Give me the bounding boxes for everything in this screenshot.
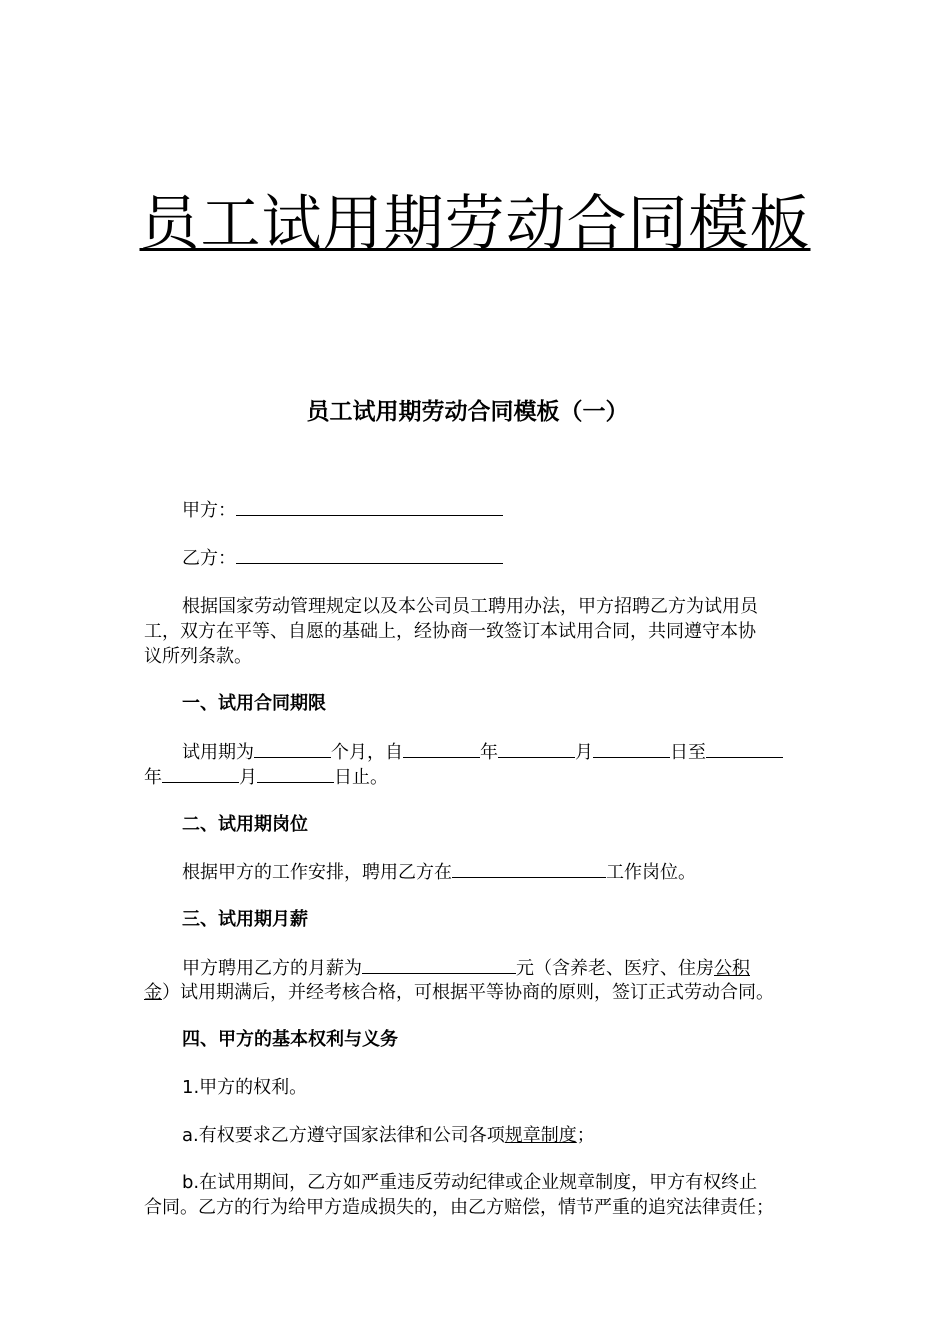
section-4-item-b-line-1: b.在试用期间，乙方如严重违反劳动纪律或企业规章制度，甲方有权终止 [182,1172,758,1193]
end-month-blank [162,764,239,783]
provident-fund-link[interactable]: 金 [144,982,162,1003]
party-a-blank [236,497,503,516]
salary-blank [362,955,516,974]
s1-text: 月 [575,742,593,763]
intro-paragraph-line-3: 议所列条款。 [144,646,252,667]
s3-text: ）试用期满后，并经考核合格，可根据平等协商的原则，签订正式劳动合同。 [162,982,774,1003]
section-1-line-2 [144,764,810,791]
section-1-heading: 一、试用合同期限 [182,693,326,714]
start-year-blank [403,739,480,758]
document-main-title: 员工试用期劳动合同模板 [139,189,811,259]
s4-a-text: a.有权要求乙方遵守国家法律和公司各项 [182,1125,505,1146]
start-month-blank [498,739,575,758]
intro-paragraph-line-2: 工，双方在平等、自愿的基础上，经协商一致签订本试用合同，共同遵守本协 [144,621,756,642]
rules-link[interactable]: 规章制度 [504,1125,577,1146]
section-2-heading: 二、试用期岗位 [182,814,308,835]
s1-text: 日至 [670,742,706,763]
party-a-line [182,497,848,524]
months-blank [254,739,331,758]
end-year-blank [706,739,783,758]
section-3-line-1 [182,955,848,982]
s1-text: 月 [239,767,257,788]
section-3-heading: 三、试用期月薪 [182,909,308,930]
intro-paragraph-line-1: 根据国家劳动管理规定以及本公司员工聘用办法，甲方招聘乙方为试用员 [182,596,758,617]
s1-text: 试用期为 [182,742,254,763]
document-sub-title: 员工试用期劳动合同模板（一） [306,399,629,425]
party-b-label: 乙方： [182,548,236,569]
s2-text: 工作岗位。 [606,862,696,883]
s1-text: 年 [480,742,498,763]
position-blank [452,859,606,878]
s2-text: 根据甲方的工作安排，聘用乙方在 [182,862,452,883]
section-4-item-1: 1.甲方的权利。 [182,1077,308,1098]
party-b-line [182,545,848,572]
section-4-heading: 四、甲方的基本权利与义务 [182,1029,398,1050]
section-2-line-1 [182,859,848,886]
section-1-line-1 [182,739,848,766]
s1-text: 年 [144,767,162,788]
section-4-item-b-line-2: 合同。乙方的行为给甲方造成损失的，由乙方赔偿，情节严重的追究法律责任； [144,1197,774,1218]
section-4-item-a [182,1123,848,1149]
party-b-blank [236,545,503,564]
start-day-blank [593,739,670,758]
section-3-line-2 [144,980,810,1006]
party-a-label: 甲方： [182,500,236,521]
end-day-blank [257,764,334,783]
s4-a-text: ； [576,1125,595,1146]
s3-text: 甲方聘用乙方的月薪为 [182,958,362,979]
s1-text: 日止。 [334,767,388,788]
s3-text: 元（含养老、医疗、住房 [516,958,714,979]
provident-fund-link[interactable]: 公积 [714,958,750,979]
s1-text: 个月，自 [331,742,403,763]
